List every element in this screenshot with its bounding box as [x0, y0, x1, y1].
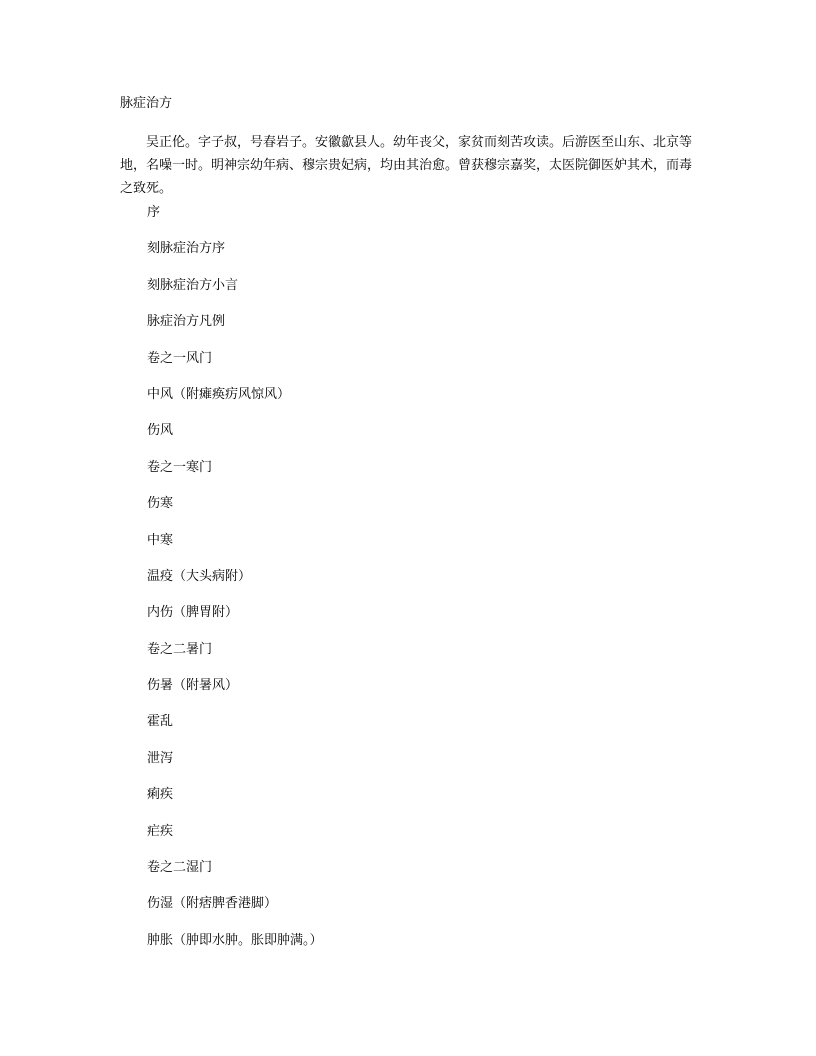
- toc-item: 中风（附瘫痪疠风惊风）: [147, 386, 291, 402]
- toc-item: 霍乱: [147, 714, 174, 730]
- toc-item: 温疫（大头病附）: [147, 568, 252, 584]
- toc-item: 刻脉症治方序: [147, 241, 226, 257]
- toc-item: 肿胀（肿即水肿。胀即肿满。）: [147, 932, 323, 948]
- toc-item: 刻脉症治方小言: [147, 277, 239, 293]
- toc-item: 伤暑（附暑风）: [147, 678, 239, 694]
- toc-item: 序: [147, 205, 161, 220]
- document-title: 脉症治方: [120, 96, 173, 111]
- toc-item: 卷之一风门: [147, 350, 213, 366]
- toc-item: 中寒: [147, 532, 174, 548]
- table-of-contents: [147, 204, 323, 968]
- toc-item: 疟疾: [147, 823, 174, 839]
- toc-item: 伤湿（附痞脾香港脚）: [147, 896, 278, 912]
- toc-item: 泄泻: [147, 750, 174, 766]
- toc-item: 痢疾: [147, 787, 174, 803]
- author-intro-paragraph: 吴正伦。字子叔，号春岩子。安徽歙县人。幼年丧父，家贫而刻苦攻读。后游医至山东、北京等地，名噪一时。明神宗幼年病、穆宗贵妃病，均由其治愈。曾获穆宗嘉奖，太医院御医妒其术，而毒之致死。: [120, 135, 693, 196]
- toc-item: 脉症治方凡例: [147, 314, 226, 330]
- toc-item: 内伤（脾胃附）: [147, 605, 239, 621]
- toc-item: 伤寒: [147, 496, 174, 512]
- toc-item: 卷之二湿门: [147, 860, 213, 876]
- toc-item: 卷之二暑门: [147, 641, 213, 657]
- toc-item: 伤风: [147, 423, 174, 439]
- toc-item: 卷之一寒门: [147, 459, 213, 475]
